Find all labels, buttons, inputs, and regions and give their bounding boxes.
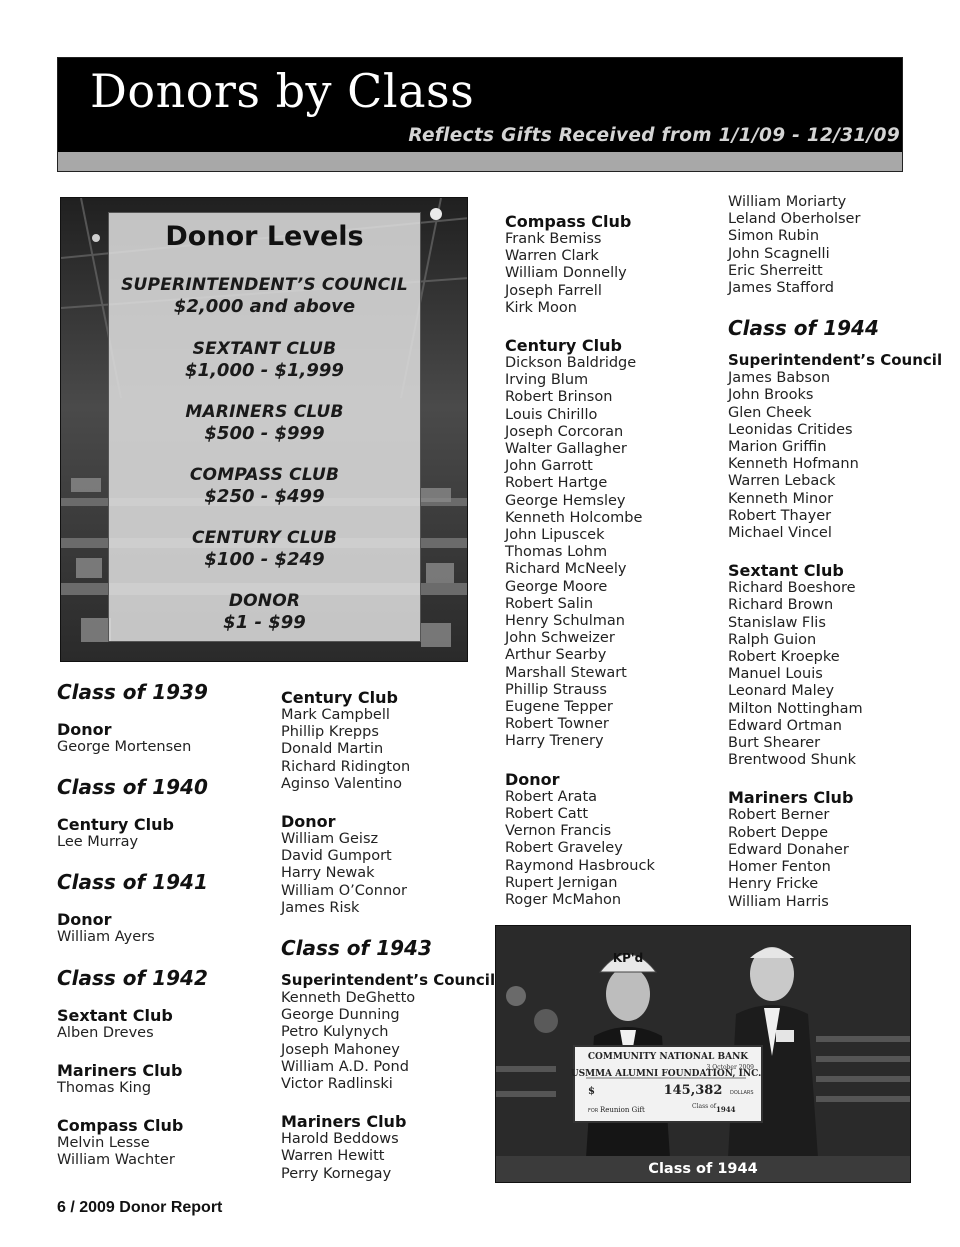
donor-name: Ralph Guion [728,631,817,648]
donor-name: Robert Arata [505,788,598,805]
donor-name: John Garrott [505,458,593,475]
donor-levels-photo [60,197,468,662]
donor-name: John Scagnelli [728,245,830,262]
donor-name: John Lipuscek [505,527,605,544]
donor-name: Rupert Jernigan [505,874,618,891]
donor-name: Joseph Farrell [505,282,602,299]
check-presentation-illustration [496,926,911,1158]
donor-name: Phillip Strauss [505,681,607,698]
level-mariners-club [109,402,420,444]
page-subtitle: Reflects Gifts Received from 1/1/09 - 12/31/09 [408,125,900,146]
class-of-1944-photo [495,925,911,1183]
level-name: COMPASS CLUB [189,465,340,485]
donor-name: Thomas Lohm [505,544,608,561]
donor-name: Lee Murray [57,834,139,851]
donor-name: Marion Griffin [728,439,827,456]
donor-name: Robert Salin [505,595,594,612]
donor-name: William Moriarty [728,194,847,210]
donor-name: Kenneth Hofmann [728,456,859,473]
donor-name: Richard Boeshore [728,580,856,597]
donor-name: Robert Kroepke [728,649,840,666]
check-bank-name: COMMUNITY NATIONAL BANK [587,1052,749,1062]
donor-name: Petro Kulynych [281,1024,389,1041]
category-heading: Century Club [505,336,622,356]
category-heading: Donor [57,720,112,739]
category-heading: Century Club [281,688,398,707]
donor-name: George Mortensen [57,739,192,755]
page-title: Donors by Class [90,64,475,118]
donor-name: William Donnelly [505,265,627,282]
donor-name: Arthur Searby [505,647,607,664]
donor-name: Burt Shearer [728,735,821,752]
donor-name: Robert Graveley [505,840,623,857]
donor-name: Kenneth DeGhetto [281,990,416,1007]
class-heading-1942: Class of 1942 [57,965,208,990]
level-name: MARINERS CLUB [185,402,344,422]
donor-name: James Risk [281,899,360,916]
check-class-label: Class of [692,1103,716,1110]
donor-name: Edward Donaher [728,841,849,858]
level-compass-club [109,465,420,507]
donor-name: Warren Hewitt [281,1148,385,1165]
level-donor [109,591,420,633]
donor-name: William Ayers [57,929,155,946]
donor-name: Irving Blum [505,372,589,389]
donor-name: George Moore [505,578,608,595]
donor-name: Leland Oberholser [728,211,861,228]
donor-name: William O’Connor [281,882,407,899]
donor-name: Milton Nottingham [728,700,863,717]
class-heading-1943: Class of 1943 [281,936,432,961]
class-heading-1941: Class of 1941 [57,870,208,895]
category-heading: Sextant Club [728,561,844,581]
level-range: $250 - $499 [204,486,325,507]
donor-name: Marshall Stewart [505,664,627,681]
donor-name: Frank Bemiss [505,231,602,247]
donor-name: Simon Rubin [728,228,820,245]
category-heading: Mariners Club [281,1112,407,1132]
level-name: SUPERINTENDENT’S COUNCIL [121,275,408,295]
donor-name: Kenneth Holcombe [505,509,643,526]
donor-name: Robert Catt [505,805,589,822]
column-3 [505,212,655,909]
donor-name: Walter Gallagher [505,441,627,458]
level-century-club [109,528,420,570]
check-memo: Reunion Gift [600,1106,645,1114]
donor-name: Warren Leback [728,473,836,490]
donor-levels-panel [108,212,421,642]
donor-name: Robert Hartge [505,475,608,492]
donor-name: Leonard Maley [728,683,835,700]
donor-name: Raymond Hasbrouck [505,857,655,874]
donor-name: James Babson [728,370,831,387]
donor-name: Joseph Corcoran [505,423,624,440]
donor-name: Warren Clark [505,248,599,265]
category-heading: Superintendent’s Council [281,971,496,990]
level-range: $100 - $249 [204,549,325,570]
donor-name: Henry Fricke [728,876,819,893]
donor-name: Harry Trenery [505,733,604,750]
column-1 [57,680,208,1169]
category-heading: Donor [505,769,560,789]
donor-name: Alben Dreves [57,1024,154,1041]
donor-name: Perry Kornegay [281,1165,392,1182]
donor-name: Robert Thayer [728,507,832,524]
header-banner [57,57,903,172]
donor-name: Robert Towner [505,716,609,733]
donor-name: Richard Brown [728,597,834,614]
donor-name: John Brooks [728,387,814,404]
check-date: 3 October 2009 [706,1064,754,1071]
class-heading-1940: Class of 1940 [57,775,208,800]
level-range: $500 - $999 [204,423,325,444]
donor-name: Michael Vincel [728,525,832,542]
check-amount: 145,382 [663,1083,723,1098]
donor-name: Robert Berner [728,807,830,824]
donor-name: Brentwood Shunk [728,752,856,769]
donor-name: David Gumport [281,848,392,865]
category-heading: Superintendent’s Council [728,351,943,370]
donor-name: Phillip Krepps [281,724,379,741]
category-heading: Century Club [57,815,174,835]
check-for-label: FOR [588,1108,599,1114]
donor-name: Dickson Baldridge [505,355,637,372]
donor-levels-title: Donor Levels [165,221,364,252]
donor-name: William Wachter [57,1152,175,1169]
check-class-year: 1944 [716,1105,736,1114]
page-footer: 6 / 2009 Donor Report [57,1199,223,1216]
donor-name: Aginso Valentino [281,775,402,792]
donor-name: Leonidas Critides [728,421,853,438]
donor-name: Manuel Louis [728,666,823,683]
donor-name: Richard McNeely [505,561,627,578]
donor-name: Eugene Tepper [505,699,613,716]
donor-name: Joseph Mahoney [281,1041,400,1058]
donor-name: George Dunning [281,1007,400,1024]
level-name: SEXTANT CLUB [192,339,337,359]
donor-name: Donald Martin [281,741,384,758]
donor-name: William Harris [728,893,829,910]
cap-text: KP'd [612,951,644,965]
donor-name: Edward Ortman [728,717,842,734]
column-4 [728,194,942,911]
donor-name: Glen Cheek [728,404,812,421]
donor-name: Richard Ridington [281,758,411,775]
category-heading: Compass Club [57,1116,184,1136]
level-range: $2,000 and above [173,296,356,317]
donor-name: William A.D. Pond [281,1058,409,1075]
check-payee: USMMA ALUMNI FOUNDATION, INC. [570,1069,762,1079]
donor-name: Melvin Lesse [57,1135,150,1152]
check-dollars-label: DOLLARS [730,1090,754,1096]
photo-caption: Class of 1944 [496,1156,910,1182]
category-heading: Sextant Club [57,1005,173,1025]
level-range: $1 - $99 [223,612,306,633]
donor-name: Henry Schulman [505,613,625,630]
donor-name: Kenneth Minor [728,490,834,507]
level-range: $1,000 - $1,999 [185,360,344,381]
donor-name: Harold Beddows [281,1131,399,1148]
donor-name: Eric Sherreitt [728,262,823,279]
category-heading: Donor [281,812,336,832]
level-name: CENTURY CLUB [191,528,338,548]
column-2 [281,688,495,1183]
class-heading-1939: Class of 1939 [57,680,208,704]
donor-name: Kirk Moon [505,299,577,316]
donor-name: Harry Newak [281,865,375,882]
donor-name: Vernon Francis [505,823,612,840]
donor-name: Robert Brinson [505,389,613,406]
donor-name: George Hemsley [505,492,626,509]
donor-name: Victor Radlinski [281,1076,393,1093]
donor-name: Homer Fenton [728,859,831,876]
category-heading: Compass Club [505,212,632,231]
donor-name: Roger McMahon [505,891,622,908]
check-currency: $ [588,1086,595,1097]
category-heading: Donor [57,910,112,930]
level-name: DONOR [228,591,301,611]
donor-name: Louis Chirillo [505,406,598,423]
donor-name: James Stafford [728,280,834,297]
donor-name: Thomas King [57,1079,152,1096]
class-heading-1944: Class of 1944 [728,316,879,341]
category-heading: Mariners Club [728,788,854,808]
category-heading: Mariners Club [57,1060,183,1080]
donor-name: John Schweizer [505,630,615,647]
donor-name: Mark Campbell [281,707,390,723]
level-superintendents-council [109,275,420,317]
banner-grey-band [58,152,902,171]
level-sextant-club [109,339,420,381]
donor-name: Robert Deppe [728,824,829,841]
donor-name: Stanislaw Flis [728,614,826,631]
donor-name: William Geisz [281,831,379,848]
